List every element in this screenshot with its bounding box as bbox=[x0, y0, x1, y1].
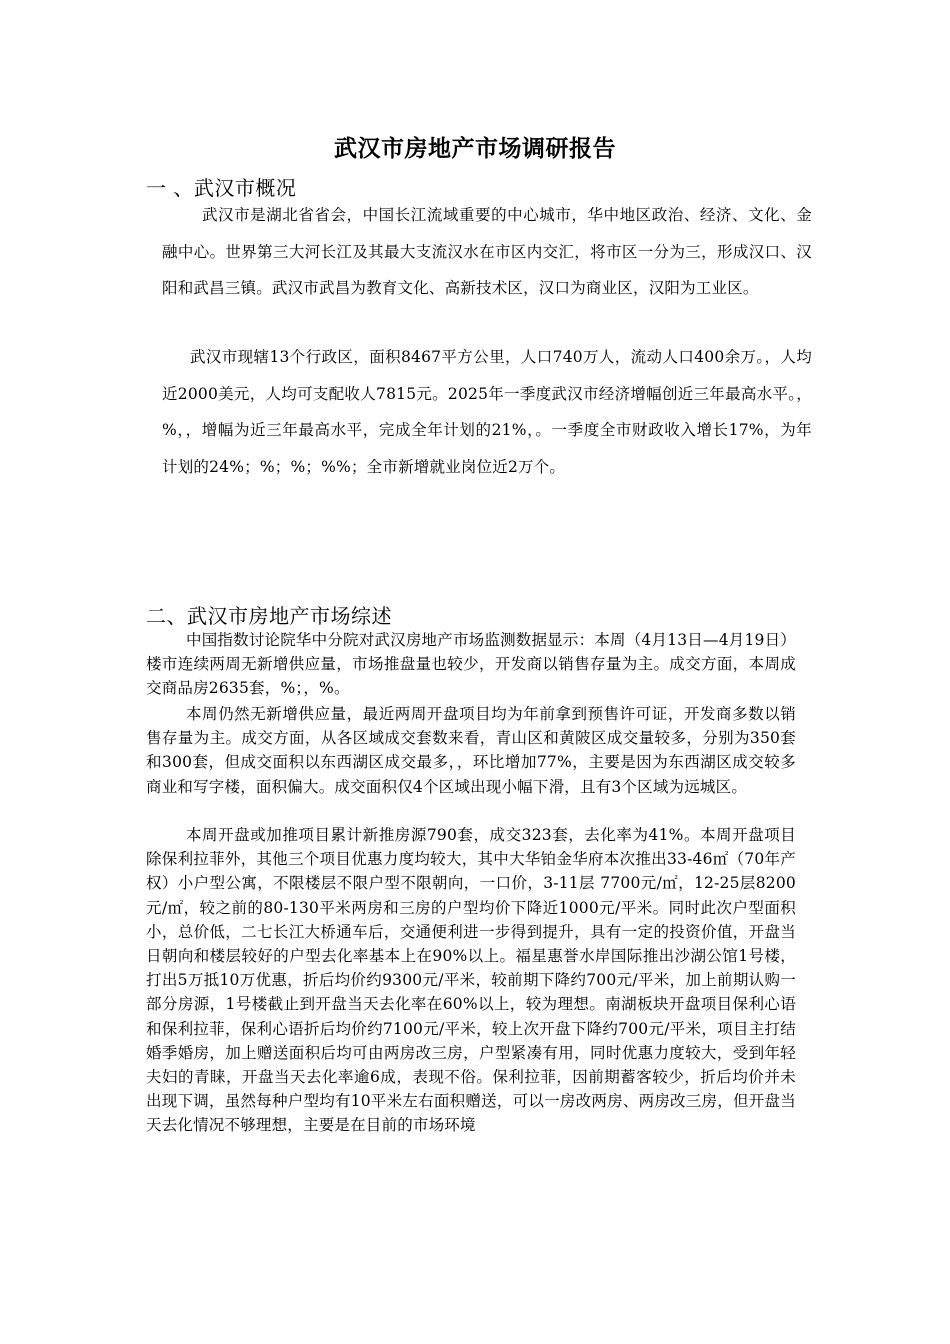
section-heading-market-summary: 二、武汉市房地产市场综述 bbox=[146, 604, 392, 628]
paragraph: 本周开盘或加推项目累计新推房源790套，成交323套，去化率为41%。本周开盘项目除保利拉菲外，其他三个项目优惠力度均较大，其中大华铂金华府本次推出33-46㎡（70年产权）小户型公寓，不限楼层不限户型不限朝向，一口价，3-11层 7700元/㎡，12-25层8200元/㎡，较之前的80-130平米两房和三房的户型均价下降近1000元/平米。同时此次户型面积小，总价低，二七长江大桥通车后，交通便利进一步得到提升，具有一定的投资价值，开盘当日朝向和楼层较好的户型去化率基本上在90%以上。福星惠誉水岸国际推出沙湖公馆1号楼，打出5万抵10万优惠，折后均价约9300元/平米，较前期下降约700元/平米，加上前期认购一部分房源，1号楼截止到开盘当天去化率在60%以上，较为理想。南湖板块开盘项目保利心语和保利拉菲，保利心语折后均价约7100元/平米，较上次开盘下降约700元/平米，项目主打结婚季婚房，加上赠送面积后均可由两房改三房，户型紧凑有用，同时优惠力度较大，受到年轻夫妇的青睐，开盘当天去化率逾6成，表现不俗。保利拉菲，因前期蓄客较少，折后均价并未出现下调，虽然每种户型均有10平米左右面积赠送，可以一房改两房、两房改三房，但开盘当天去化情况不够理想，主要是在目前的市场环境 bbox=[146, 826, 796, 1135]
paragraph: 武汉市现辖13个行政区，面积8467平方公里，人口740万人，流动人口400余万。，人均近2000美元，人均可支配收人7815元。2025年一季度武汉市经济增幅创近三年最高水平。，%，，增幅为近三年最高水平，完成全年计划的21%，。一季度全市财政收入增长17%，为年计划的24%；%；%；%%；全市新增就业岗位近2万个。 bbox=[162, 348, 812, 476]
paragraph: 本周仍然无新增供应量，最近两周开盘项目均为年前拿到预售许可证，开发商多数以销售存量为主。成交方面，从各区域成交套数来看，青山区和黄陂区成交量较多，分别为350套和300套，但成交面积以东西湖区成交最多，，环比增加77%，主要是因为东西湖区成交较多商业和写字楼，面积偏大。成交面积仅4个区域出现小幅下滑，且有3个区域为远城区。 bbox=[146, 705, 796, 796]
paragraph: 武汉市是湖北省省会，中国长江流域重要的中心城市，华中地区政治、经济、文化、金融中心。世界第三大河长江及其最大支流汉水在市区内交汇，将市区一分为三，形成汉口、汉阳和武昌三镇。武汉市武昌为教育文化、高新技术区，汉口为商业区，汉阳为工业区。 bbox=[162, 206, 812, 297]
section-heading-overview: 一 、武汉市概况 bbox=[146, 176, 297, 200]
document-title: 武汉市房地产市场调研报告 bbox=[334, 135, 616, 162]
paragraph: 中国指数讨论院华中分院对武汉房地产市场监测数据显示：本周（4月13日—4月19日）楼市连续两周无新增供应量，市场推盘量也较少，开发商以销售存量为主。成交方面，本周成交商品房2635套，%；，%。 bbox=[146, 631, 796, 698]
